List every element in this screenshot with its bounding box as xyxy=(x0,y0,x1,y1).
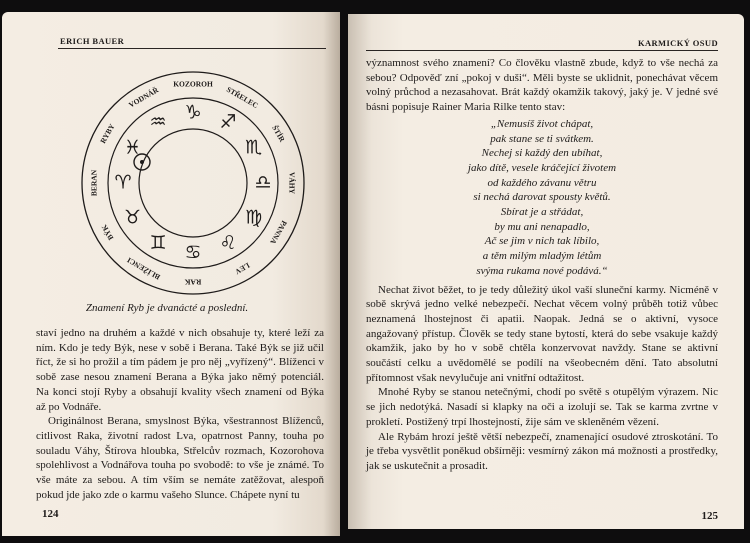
header-rule-left xyxy=(58,48,326,49)
right-body-text xyxy=(366,56,718,474)
poem-line: Ač se jim v nich tak líbilo, xyxy=(484,235,600,248)
zodiac-sign-icon: ♏ xyxy=(245,136,263,159)
page-number-left: 124 xyxy=(42,508,59,520)
zodiac-inner-ring xyxy=(139,129,247,237)
paragraph: významnost svého znamení? Co člověku vlastně zbude, když to vše nechá za sebou? Odpověď zní „pokoj v duši“. Měli byste se uklidnit, ponechávat věcem volný průchod a nezasahovat. Brát každý okamžik takový, jaký je. V jedné své básni popisuje Rainer Maria Rilke tento stav: xyxy=(366,57,718,114)
zodiac-sign-icon: ♊ xyxy=(149,232,167,255)
poem-line: Nechej si každý den ubíhat, xyxy=(481,147,603,160)
zodiac-wheel xyxy=(78,68,308,298)
paragraph: Mnohé Ryby se stanou netečnými, chodí po světě s otupělým výrazem. Nic se jich nedotýká. Nasadí si klapky na oči a izolují se. Tak se karma zvrtne v prokletí. Postižený trpí lhostejností, žije sám ve skleněném vězení. xyxy=(366,386,718,428)
poem-block xyxy=(366,117,718,279)
left-page xyxy=(2,12,340,536)
poem-line: by mu ani nenapadlo, xyxy=(494,220,590,233)
zodiac-sign-icon: ♑ xyxy=(184,101,202,124)
zodiac-label: PANNA xyxy=(268,219,289,246)
zodiac-label: RAK xyxy=(184,277,202,287)
zodiac-sign-icon: ♓ xyxy=(123,136,141,159)
zodiac-label: STŘELEC xyxy=(224,84,260,111)
poem-line: „Nemusíš život chápat, xyxy=(490,117,594,130)
zodiac-sign-icon: ♐ xyxy=(219,110,237,133)
sun-icon xyxy=(134,154,150,170)
paragraph: Originálnost Berana, smyslnost Býka, všestrannost Blíženců, citlivost Raka, životní radost Lva, opatrnost Panny, touha po souladu Váhy, Štírova hloubka, Střelcův rozmach, Kozorohova spolehlivost a Vodnářova touha po svobodě: to vše je známé. To vše máte za sebou. A tím vším se nemáte zatěžovat, alespoň pokud jde jako zde o karmu vašeho Slunce. Chápete nyní tu xyxy=(36,415,324,501)
zodiac-label: BERAN xyxy=(89,169,99,197)
zodiac-sign-icon: ♋ xyxy=(184,241,202,264)
poem-line: pak stane se ti svátkem. xyxy=(490,132,594,145)
zodiac-sign-icon: ♒ xyxy=(149,110,167,133)
zodiac-sign-icon: ♉ xyxy=(123,206,141,229)
poem-line: si nechá darovat spousty květů. xyxy=(473,191,611,204)
poem-line: od každého závanu větru xyxy=(487,176,597,189)
poem-line: jako dítě, vesele kráčející životem xyxy=(467,161,617,174)
zodiac-label: BLÍŽENCI xyxy=(125,255,162,282)
zodiac-label: KOZOROH xyxy=(173,79,213,89)
zodiac-label: BÝK xyxy=(99,223,116,242)
paragraph: Ale Rybám hrozí ještě větší nebezpečí, znamenající osudové ztroskotání. To je třeba vysvětlit poněkud obšírněji: vesmírný zákon má možnosti a prostředky, jak se uskutečnit a prosadit. xyxy=(366,430,718,472)
figure-caption: Znamení Ryb je dvanácté a poslední. xyxy=(85,302,249,314)
zodiac-label: ŠTÍR xyxy=(270,123,287,144)
zodiac-sign-icon: ♎ xyxy=(254,171,272,194)
poem-line: Sbírat je a střádat, xyxy=(500,206,584,219)
paragraph: staví jedno na druhém a každé v nich obsahuje ty, které leží za ním. Kdo je tedy Býk, nese v sobě i Berana. Také Býk se již učil říct, že si ho prožil a tím pádem je pro něj „vyřízený“. Blíženci v sobě zase nesou znamení Berana a Býka jako němý potenciál. Na konci stojí Ryby a obsahují kvality všech znamení od Býka až po Vodnáře. xyxy=(36,327,324,413)
poem-line: svýma rukama nové podává.“ xyxy=(476,264,608,277)
zodiac-label: VÁHY xyxy=(287,171,297,195)
poem-line: a těm milým mladým létům xyxy=(482,250,602,263)
zodiac-label: LEV xyxy=(233,260,252,277)
zodiac-sign-icon: ♌ xyxy=(219,232,237,255)
paragraph: Nechat život běžet, to je tedy důležitý úkol vaší sluneční karmy. Nicméně v sobě skrývá jedno velké nebezpečí. Nechat věcem volný průběh totiž vůbec neznamená lhostejnost či apatii. Naopak. Jedná se o aktivní, vysoce angažovaný přístup. Člověk se tedy stane bytostí, která do sebe vsakuje každý okamžik, jako by ho v sobě chtěla konzervovat navždy. Stane se aktivní součástí celku a uvědomělé se podílí na všeobecném dění. Tato absolutní přítomnost však nevylučuje ani vnitřní odtažitost. xyxy=(366,283,718,384)
left-body-text xyxy=(36,326,324,502)
running-header-left: ERICH BAUER xyxy=(60,36,125,46)
zodiac-label: VODNÁŘ xyxy=(127,85,161,110)
right-page xyxy=(348,14,744,529)
page-number-right: 125 xyxy=(701,510,718,522)
zodiac-sign-icon: ♍ xyxy=(245,206,263,229)
header-rule-right xyxy=(366,50,718,51)
zodiac-label: RYBY xyxy=(98,122,117,145)
zodiac-sign-icon: ♈ xyxy=(114,171,132,194)
running-header-right: KARMICKÝ OSUD xyxy=(637,38,718,48)
